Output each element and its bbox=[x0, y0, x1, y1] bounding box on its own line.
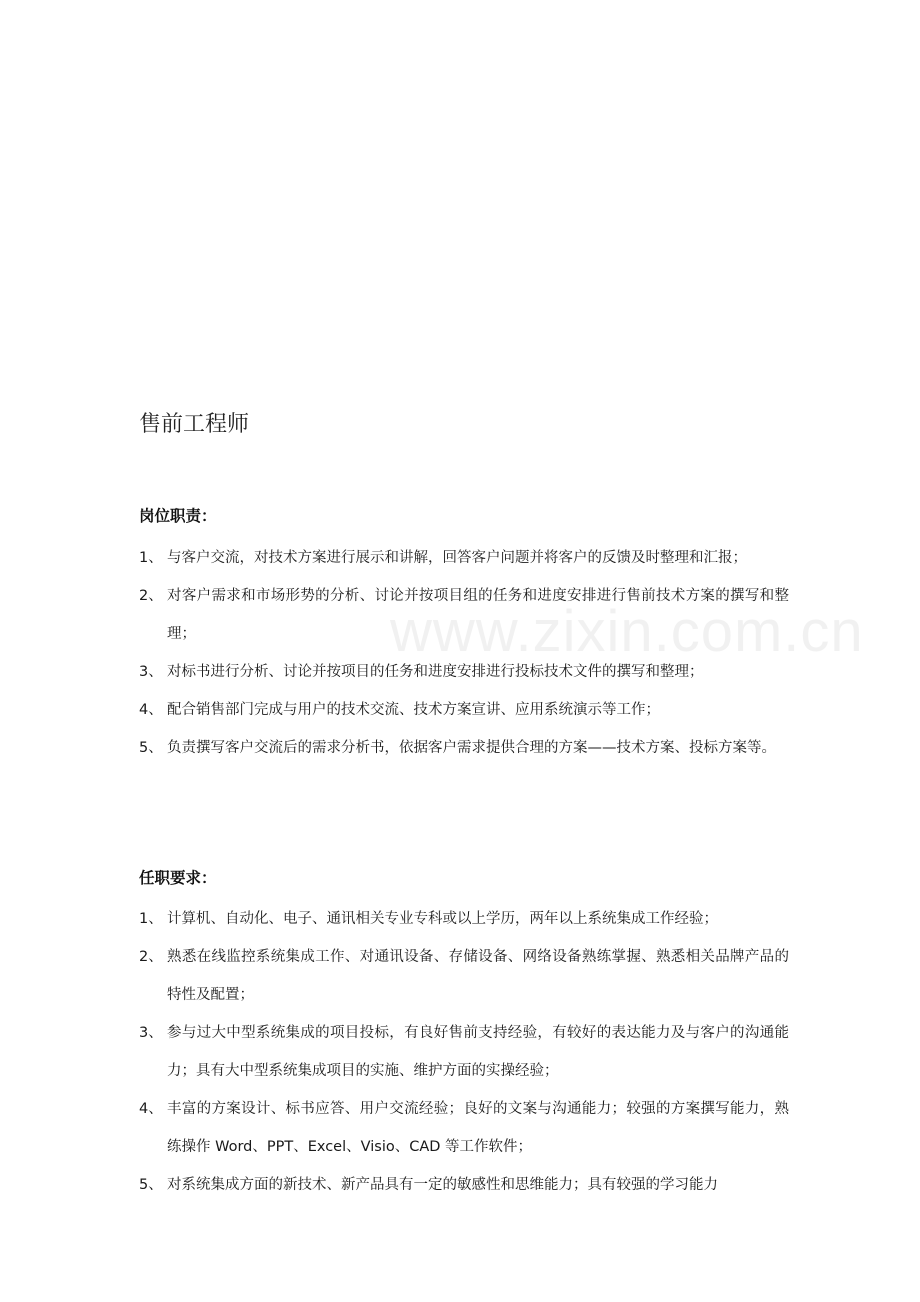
item-text: 参与过大中型系统集成的项目投标，有良好售前支持经验，有较好的表达能力及与客户的沟通能力；具有大中型系统集成项目的实施、维护方面的实操经验； bbox=[167, 1025, 789, 1079]
item-text: 与客户交流，对技术方案进行展示和讲解，回答客户问题并将客户的反馈及时整理和汇报； bbox=[167, 550, 747, 566]
item-text: 配合销售部门完成与用户的技术交流、技术方案宣讲、应用系统演示等工作； bbox=[167, 702, 660, 718]
section-heading: 岗位职责： bbox=[139, 507, 217, 525]
list-item bbox=[139, 653, 789, 691]
item-number: 5、 bbox=[139, 740, 163, 756]
item-text: 丰富的方案设计、标书应答、用户交流经验；良好的文案与沟通能力；较强的方案撰写能力，熟练操作 Word、PPT、Excel、Visio、CAD 等工作软件； bbox=[167, 1101, 789, 1155]
item-text: 计算机、自动化、电子、通讯相关专业专科或以上学历，两年以上系统集成工作经验； bbox=[167, 911, 718, 927]
list-item bbox=[139, 691, 789, 729]
item-number: 4、 bbox=[139, 702, 163, 718]
item-number: 3、 bbox=[139, 664, 163, 680]
item-text: 对客户需求和市场形势的分析、讨论并按项目组的任务和进度安排进行售前技术方案的撰写和整理； bbox=[167, 588, 789, 642]
list-item bbox=[139, 577, 789, 653]
list-item bbox=[139, 1166, 789, 1204]
item-text: 负责撰写客户交流后的需求分析书，依据客户需求提供合理的方案——技术方案、投标方案等。 bbox=[167, 740, 776, 756]
section-requirements bbox=[139, 864, 789, 1204]
watermark: www.zixin.com.cn bbox=[390, 599, 864, 664]
item-text: 对标书进行分析、讨论并按项目的任务和进度安排进行投标技术文件的撰写和整理； bbox=[167, 664, 704, 680]
list-item bbox=[139, 1090, 789, 1166]
list-item bbox=[139, 1014, 789, 1090]
list-item bbox=[139, 539, 789, 577]
list-item bbox=[139, 938, 789, 1014]
list-item bbox=[139, 729, 789, 767]
item-number: 2、 bbox=[139, 949, 163, 965]
item-number: 2、 bbox=[139, 588, 163, 604]
item-number: 3、 bbox=[139, 1025, 163, 1041]
item-number: 4、 bbox=[139, 1101, 163, 1117]
section-responsibilities bbox=[139, 502, 789, 767]
section-heading: 任职要求： bbox=[139, 869, 217, 887]
item-number: 5、 bbox=[139, 1177, 163, 1193]
item-number: 1、 bbox=[139, 550, 163, 566]
list-item bbox=[139, 900, 789, 938]
item-text: 熟悉在线监控系统集成工作、对通讯设备、存储设备、网络设备熟练掌握、熟悉相关品牌产品的特性及配置； bbox=[167, 949, 789, 1003]
page-title: 售前工程师 bbox=[139, 412, 250, 437]
item-text: 对系统集成方面的新技术、新产品具有一定的敏感性和思维能力；具有较强的学习能力 bbox=[167, 1177, 718, 1193]
item-number: 1、 bbox=[139, 911, 163, 927]
